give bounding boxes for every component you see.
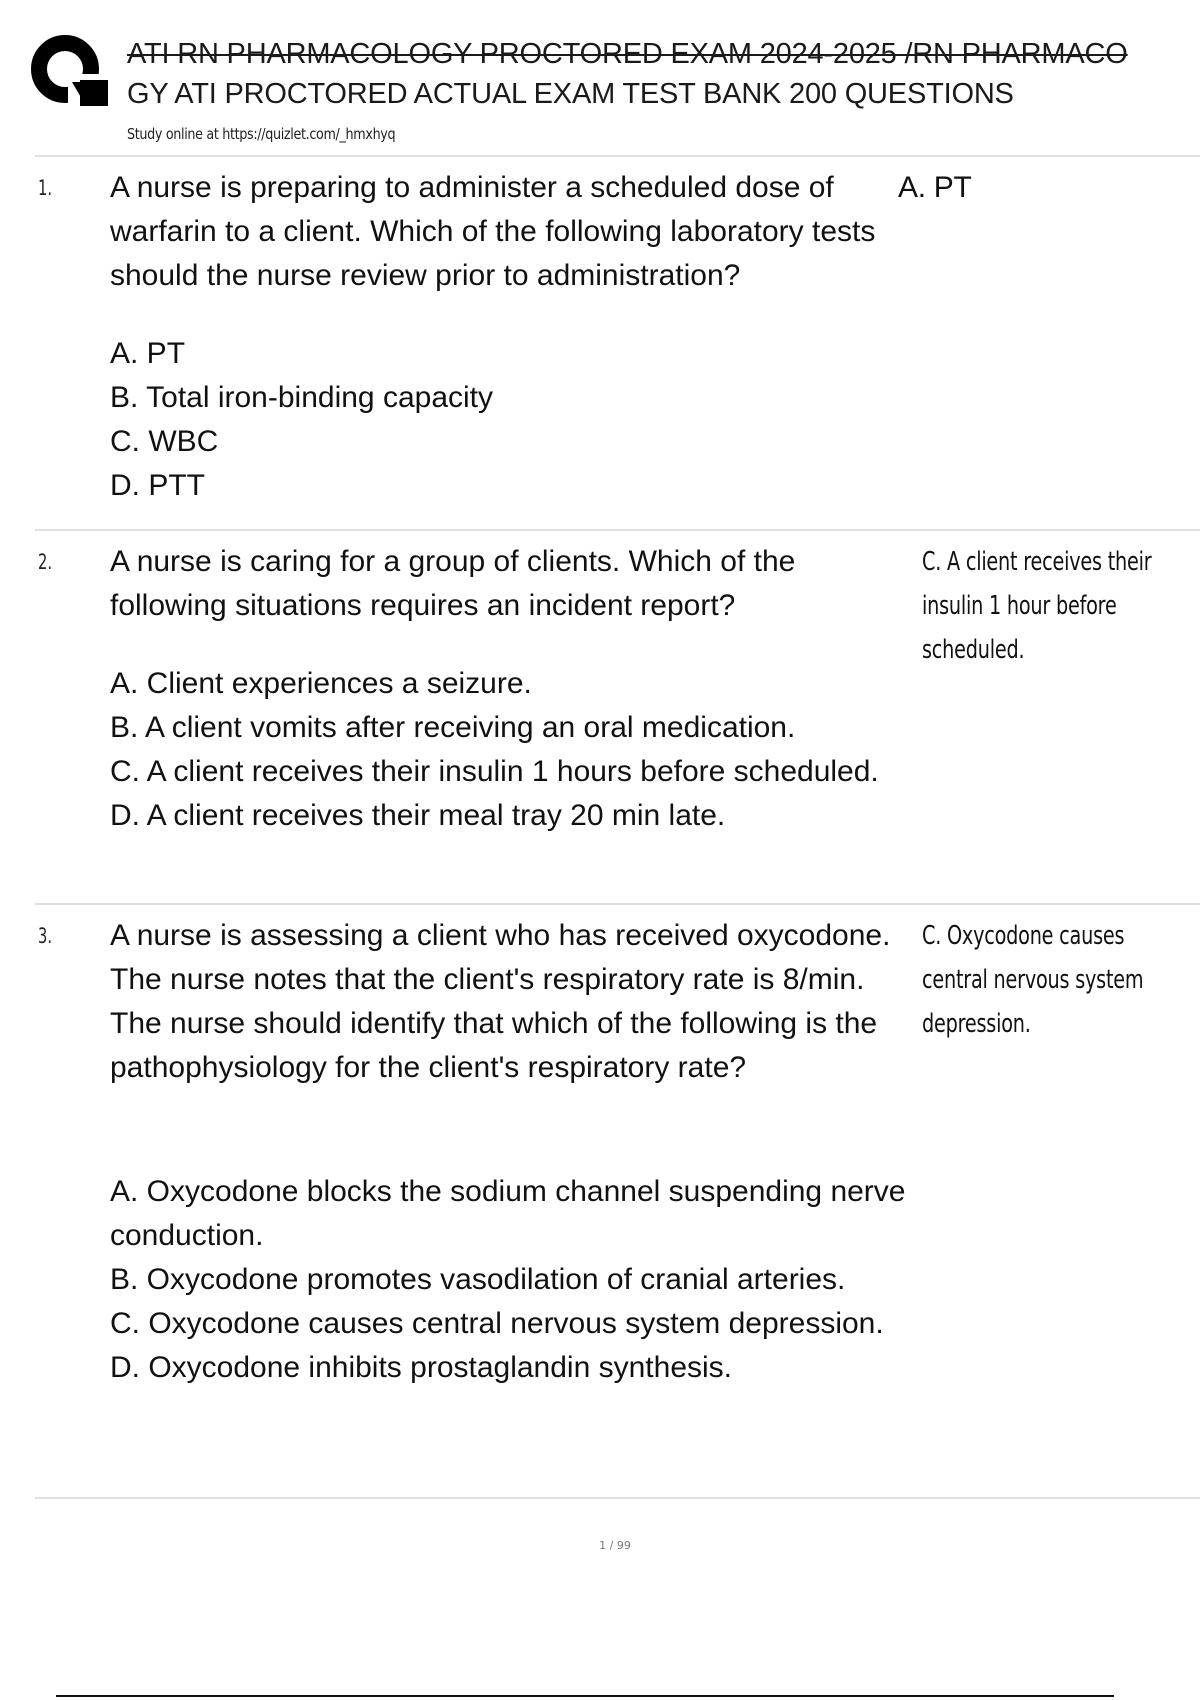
option-a: A. PT	[110, 337, 186, 370]
options-list	[110, 332, 920, 508]
quizlet-q-logo-icon	[28, 32, 108, 112]
answer-text	[898, 166, 1168, 210]
option-c: C. A client receives their insulin 1 hours before scheduled.	[110, 755, 879, 788]
document-title	[127, 34, 1200, 114]
option-a: A. Client experiences a seizure.	[110, 667, 532, 700]
answer-label: C. Oxycodone causes central nervous system depression.	[922, 921, 1144, 1039]
study-online-link[interactable]: Study online at https://quizlet.com/_hmxhyq	[127, 125, 396, 143]
answer-text	[922, 540, 1192, 672]
question-divider-3	[35, 1497, 1200, 1499]
option-d: D. A client receives their meal tray 20 min late.	[110, 799, 726, 832]
document-title-line-2: GY ATI PROCTORED ACTUAL EXAM TEST BANK 200 QUESTIONS	[127, 78, 1014, 110]
answer-label: C. A client receives their insulin 1 hour before scheduled.	[922, 547, 1152, 665]
question-number: 3.	[38, 924, 53, 948]
option-c: C. WBC	[110, 425, 219, 458]
question-divider-1	[35, 529, 1200, 531]
options-list	[110, 1170, 920, 1390]
question-divider-2	[35, 903, 1200, 905]
question-text: A nurse is preparing to administer a scheduled dose of warfarin to a client. Which of the following laboratory tests should the nurse review prior to administration?	[110, 171, 876, 292]
option-b: B. Total iron-binding capacity	[110, 381, 493, 414]
header-divider	[35, 155, 1200, 157]
option-c: C. Oxycodone causes central nervous system depression.	[110, 1307, 884, 1340]
option-d: D. Oxycodone inhibits prostaglandin synthesis.	[110, 1351, 733, 1384]
page-number: 1 / 99	[599, 1539, 631, 1552]
answer-label: A. PT	[898, 171, 972, 204]
question-text: A nurse is assessing a client who has received oxycodone. The nurse notes that the client's respiratory rate is 8/min. The nurse should identify that which of the following is the pathophysiology for the client's respiratory rate?	[110, 919, 891, 1084]
option-b: B. Oxycodone promotes vasodilation of cranial arteries.	[110, 1263, 846, 1296]
bottom-rule	[56, 1695, 1114, 1697]
question-number: 1.	[38, 176, 53, 200]
option-d: D. PTT	[110, 469, 205, 502]
options-list	[110, 662, 900, 838]
question-text: A nurse is caring for a group of clients. Which of the following situations requires an incident report?	[110, 545, 796, 622]
answer-text	[922, 914, 1192, 1046]
question-number: 2.	[38, 550, 53, 574]
option-b: B. A client vomits after receiving an oral medication.	[110, 711, 796, 744]
document-title-line-1: ATI RN PHARMACOLOGY PROCTORED EXAM 2024-2025 /RN PHARMACO	[127, 38, 1128, 70]
quizlet-q-logo-icon-svg	[28, 32, 108, 112]
option-a: A. Oxycodone blocks the sodium channel suspending nerve conduction.	[110, 1175, 906, 1252]
